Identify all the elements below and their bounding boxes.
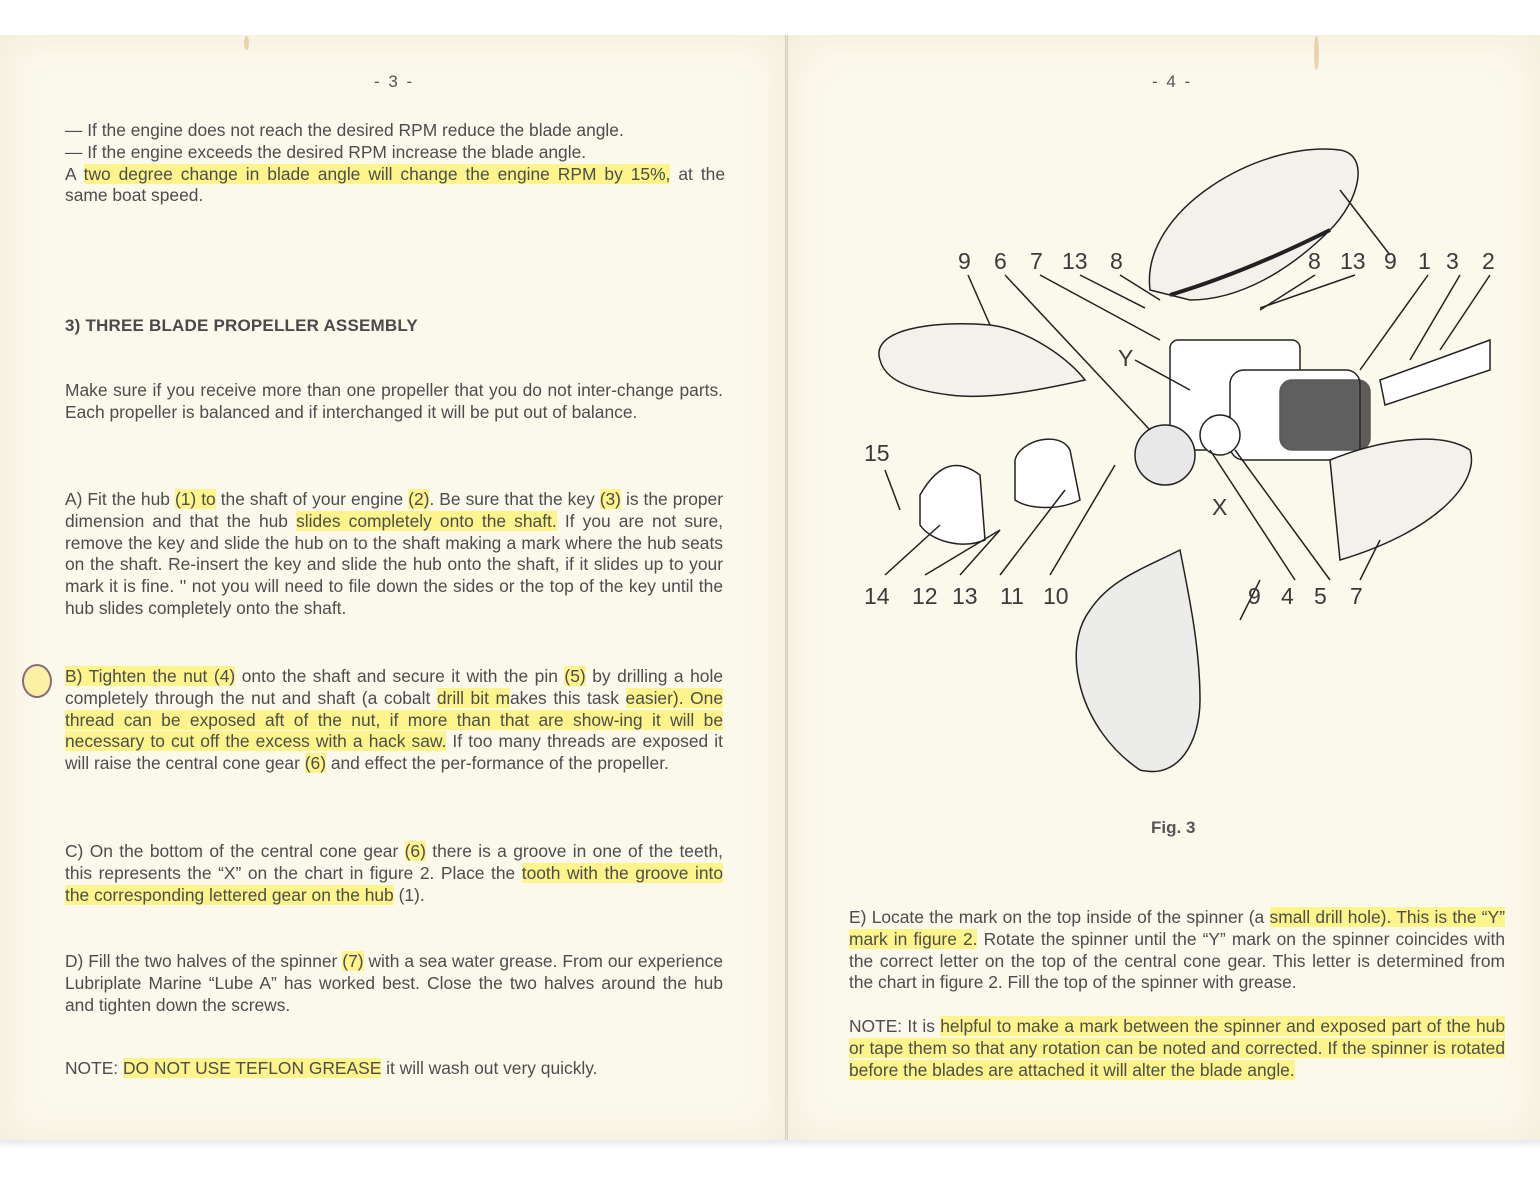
callout-8: 8 [1110, 248, 1123, 274]
callout-14: 14 [864, 583, 890, 609]
stain-mark [244, 36, 249, 50]
text: with a sea water grease. From our experience Lubriplate Marine “Lube A” has worked best. Close the two halves around the hub and tighten down the screws. [65, 951, 723, 1015]
text: and effect the per-formance of the propeller. [326, 753, 669, 774]
callout-12: 12 [912, 583, 938, 609]
text: If too many threads are exposed it will raise the central cone gear [65, 731, 723, 774]
intro-block [65, 120, 725, 207]
text: C) On the bottom of the central cone gear [65, 841, 405, 861]
step-c [65, 841, 723, 906]
highlight: easier). One thread can be exposed aft of the nut, if more than that are show-ing it will be necessary to cut off the excess with a hack saw. [65, 687, 723, 752]
text: the shaft of your engine [215, 489, 409, 509]
callout-4: 4 [1281, 583, 1294, 609]
callout-9: 9 [1384, 248, 1397, 274]
step-e [849, 907, 1505, 994]
warning-paragraph: Make sure if you receive more than one propeller that you do not inter-change parts. Each propeller is balanced and if interchanged it will be put out of balance. [65, 380, 723, 422]
highlight: (7) [342, 951, 364, 971]
text: Rotate the spinner until the “Y” mark on the spinner coincides with the correct letter on the top of the central cone gear. This letter is determined from the chart in figure 2. Fill the top of the spinner with grease. [849, 928, 1505, 993]
page-number-right: - 4 - [1152, 72, 1193, 91]
callout-13: 13 [952, 583, 978, 609]
callout-3: 3 [1446, 248, 1459, 274]
callout-7: 7 [1030, 248, 1043, 274]
highlight: two degree change in blade angle will change the engine RPM by 15%, [83, 163, 671, 184]
highlight: (6) [404, 841, 426, 861]
text: by drilling a hole completely through the nut and shaft (a cobalt [65, 666, 723, 708]
highlight: (6) [304, 753, 326, 774]
text: onto the shaft and secure it with the pin [235, 666, 565, 686]
text: If you are not sure, remove the key and slide the hub on to the shaft making a mark where the hub seats on the shaft. Re-insert the key and slide the hub onto the shaft, if it slides up to your mark it is fine. '' not you will need to file down the sides or the top of the key until the hub slides completely onto the shaft. [65, 510, 723, 618]
stamp-icon [22, 664, 52, 698]
callout-7: 7 [1350, 583, 1363, 609]
text: there is a groove in one of the teeth, this represents the “X” on the chart in figure 2. Place the [65, 841, 723, 883]
note-label: NOTE: It is [849, 1016, 941, 1036]
highlight: helpful to make a mark between the spinner and exposed part of the hub or tape them so that any rotation can be noted and corrected. If the spinner is rotated before the blades are attached it will alter the blade angle. [849, 1016, 1505, 1080]
step-a [65, 489, 723, 620]
highlight: small drill hole). This is the “Y” mark in figure 2. [849, 907, 1505, 949]
highlight: (5) [564, 666, 586, 686]
highlight: B) Tighten the nut [65, 666, 214, 686]
text: is the proper dimension and that the hub [65, 489, 723, 531]
text: D) Fill the two halves of the spinner [65, 951, 343, 971]
propeller-exploded-diagram [840, 130, 1520, 790]
text: A) Fit the hub [65, 489, 175, 509]
note-rotation [849, 1016, 1505, 1081]
text: akes this task [510, 687, 626, 708]
callout-1: 1 [1418, 248, 1431, 274]
callout-13: 13 [1062, 248, 1088, 274]
step-d [65, 951, 723, 1016]
text: it will wash out very quickly. [381, 1058, 598, 1078]
callout-6: 6 [994, 248, 1007, 274]
highlight: DO NOT USE TEFLON GREASE [122, 1058, 382, 1078]
callout-15: 15 [864, 440, 890, 466]
highlight: (3) [599, 489, 621, 509]
callout-9: 9 [958, 248, 971, 274]
highlight: (4) [213, 666, 236, 686]
note-label: NOTE: [65, 1058, 123, 1078]
callout-9: 9 [1248, 583, 1261, 609]
stain-mark [1314, 36, 1319, 70]
highlight: (2) [408, 489, 430, 509]
text: E) Locate the mark on the top inside of the spinner (a [849, 907, 1270, 927]
section-heading: 3) THREE BLADE PROPELLER ASSEMBLY [65, 316, 418, 335]
note-teflon [65, 1058, 723, 1080]
intro-paragraph [65, 164, 725, 208]
callout-y: Y [1118, 345, 1134, 371]
booklet-spine [785, 35, 788, 1143]
text: . Be sure that the key [429, 489, 600, 509]
callout-10: 10 [1043, 583, 1069, 609]
callout-2: 2 [1482, 248, 1495, 274]
callout-x: X [1212, 494, 1228, 520]
page-number-left: - 3 - [374, 72, 415, 91]
text: (1). [393, 884, 425, 905]
intro-line: — If the engine exceeds the desired RPM increase the blade angle. [65, 141, 587, 162]
highlight: tooth with the groove into the corresponding lettered gear on the hub [65, 862, 723, 905]
text: at the same boat speed. [65, 163, 725, 206]
callout-5: 5 [1314, 583, 1327, 609]
page-shadow [0, 1140, 1540, 1148]
highlight: drill bit m [436, 687, 511, 708]
callout-11: 11 [1000, 583, 1024, 609]
highlight: (1) to [174, 489, 216, 509]
figure-caption: Fig. 3 [1151, 818, 1196, 837]
step-b [65, 666, 723, 775]
intro-line: — If the engine does not reach the desired RPM reduce the blade angle. [65, 120, 624, 140]
highlight: slides completely onto the shaft. [296, 510, 557, 531]
callout-13: 13 [1340, 248, 1366, 274]
callout-8: 8 [1308, 248, 1321, 274]
text: A [65, 163, 84, 184]
